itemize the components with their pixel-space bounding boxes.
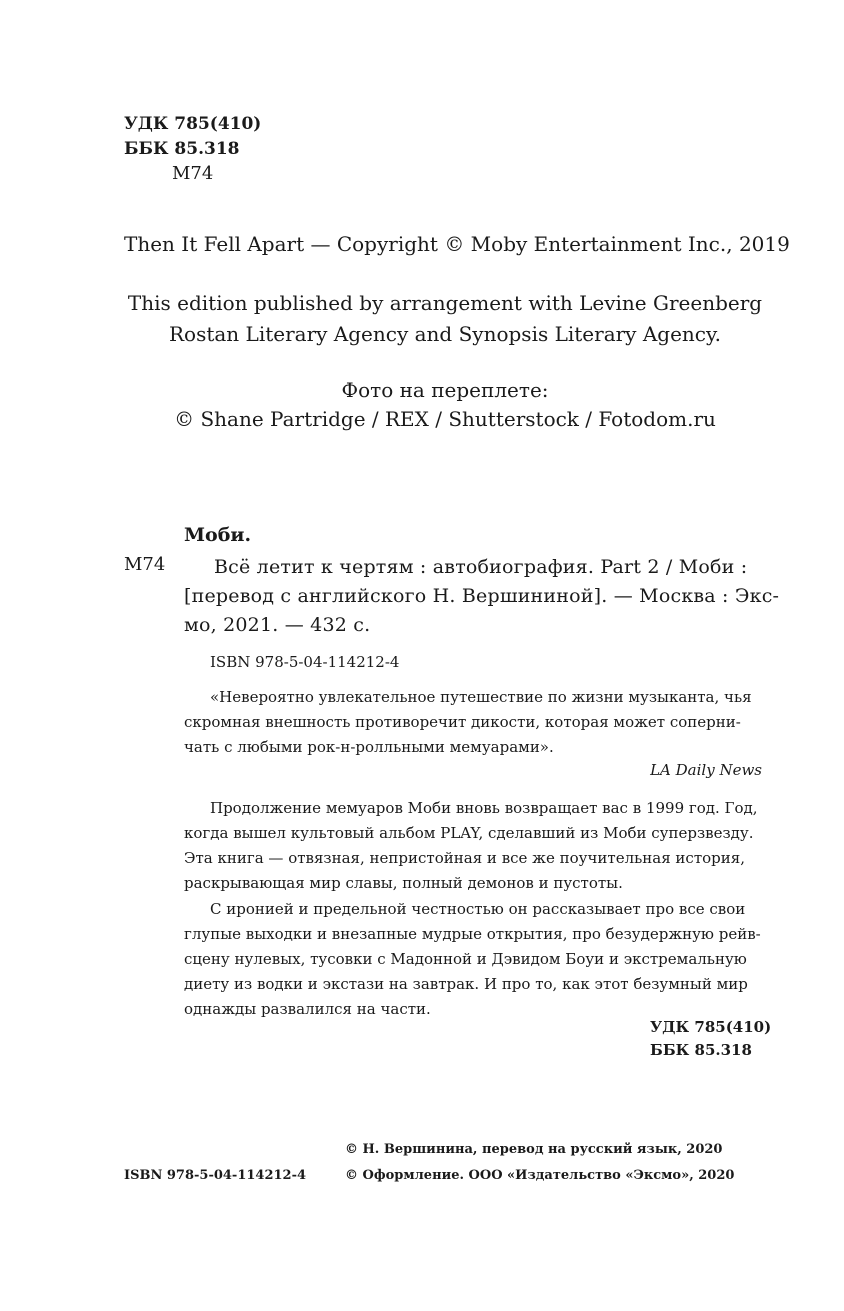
record-line-2: [перевод с английского Н. Вершининой]. — Москва : Экс- (184, 585, 780, 607)
para2-line-1: С иронией и предельной честностью он рассказывает про все свои (210, 900, 746, 918)
translation-copyright: © Н. Вершинина, перевод на русский язык, 2020 (345, 1142, 723, 1157)
para1-line-1: Продолжение мемуаров Моби вновь возвращает вас в 1999 год. Год, (210, 799, 758, 817)
record-author: Моби. (184, 524, 252, 546)
para1-line-2: когда вышел культовый альбом PLAY, сделавший из Моби суперзвезду. (184, 824, 754, 842)
record-isbn: ISBN 978-5-04-114212-4 (210, 653, 400, 671)
para1-line-3: Эта книга — отвязная, непристойная и все же поучительная история, (184, 849, 745, 867)
para2-line-4: диету из водки и экстази на завтрак. И про то, как этот безумный мир (184, 975, 748, 993)
para1-line-4: раскрывающая мир славы, полный демонов и пустоты. (184, 874, 623, 892)
design-copyright: © Оформление. ООО «Издательство «Эксмо», 2020 (345, 1168, 735, 1183)
record-line-3: мо, 2021. — 432 с. (184, 614, 371, 636)
author-mark: М74 (172, 163, 214, 184)
original-copyright: Then It Fell Apart — Copyright © Moby Entertainment Inc., 2019 (124, 232, 790, 256)
udk-code: УДК 785(410) (124, 114, 262, 134)
quote-line-1: «Невероятно увлекательное путешествие по жизни музыканта, чья (210, 688, 752, 706)
para2-line-3: сцену нулевых, тусовки с Мадонной и Дэвидом Боуи и экстремальную (184, 950, 747, 968)
quote-source: LA Daily News (650, 761, 762, 779)
udk-code-right: УДК 785(410) (650, 1018, 772, 1036)
para2-line-5: однажды развалился на части. (184, 1000, 431, 1018)
quote-line-2: скромная внешность противоречит дикости, которая может соперни- (184, 713, 741, 731)
para2-line-2: глупые выходки и внезапные мудрые открытия, про безудержную рейв- (184, 925, 761, 943)
record-side-code: М74 (124, 554, 166, 575)
bbk-code-right: ББК 85.318 (650, 1041, 752, 1059)
footer-isbn: ISBN 978-5-04-114212-4 (124, 1168, 307, 1183)
photo-credit: © Shane Partridge / REX / Shutterstock / Fotodom.ru (174, 407, 716, 431)
quote-line-3: чать с любыми рок-н-ролльными мемуарами». (184, 738, 554, 756)
record-line-1: Всё летит к чертям : автобиография. Part 2 / Моби : (214, 556, 748, 578)
edition-line-2: Rostan Literary Agency and Synopsis Literary Agency. (168, 322, 722, 346)
edition-line-1: This edition published by arrangement with Levine Greenberg (127, 291, 763, 315)
bbk-code: ББК 85.318 (124, 139, 240, 159)
photo-label: Фото на переплете: (341, 378, 549, 402)
